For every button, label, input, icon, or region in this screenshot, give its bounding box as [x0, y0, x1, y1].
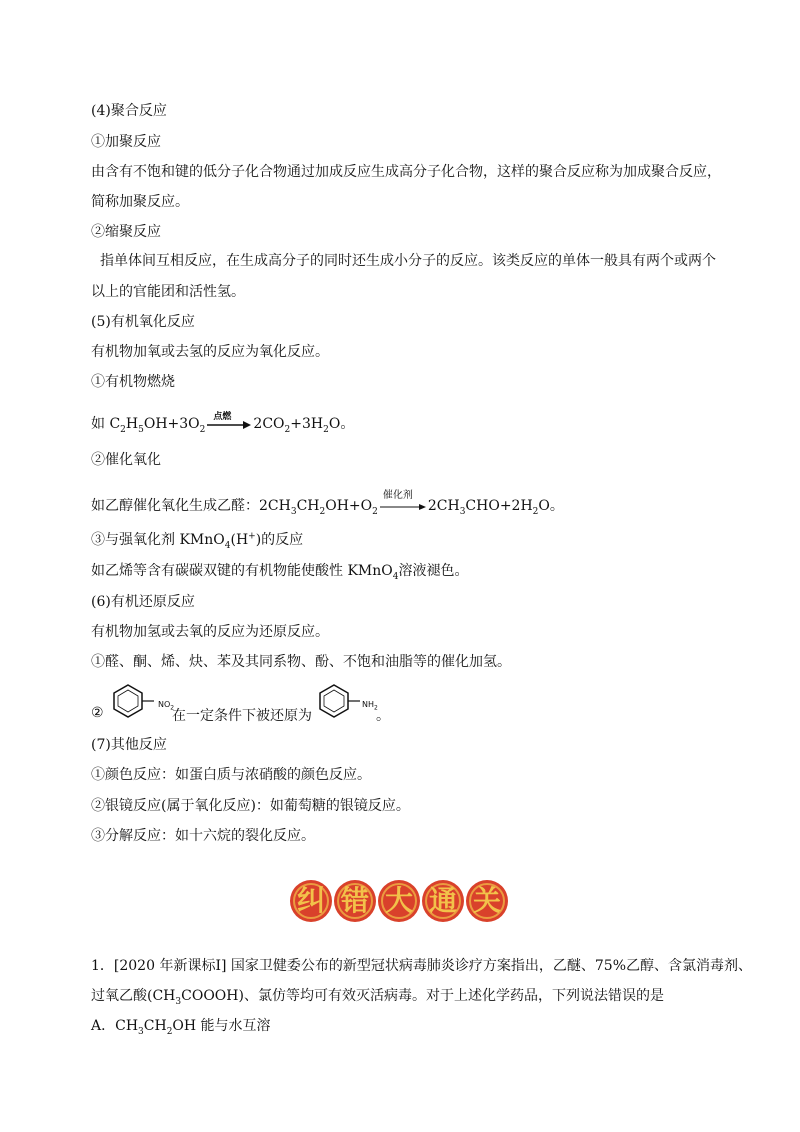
paragraph-end: 。: [376, 708, 390, 724]
banner-badge: 纠: [290, 880, 332, 922]
reaction-arrow: [380, 490, 426, 513]
aniline-structure: [316, 681, 364, 721]
paragraph-line: 在一定条件下被还原为: [172, 708, 312, 724]
paragraph-line: 有机物加氢或去氧的反应为还原反应。: [91, 624, 329, 640]
reaction-arrow: [207, 412, 251, 431]
list-item: ①醛、酮、烯、炔、苯及其同系物、酚、不饱和油脂等的催化加氢。: [91, 654, 511, 670]
reaction-condition: 点燃: [213, 412, 232, 422]
question-stem: 1．[2020 年新课标Ⅰ] 国家卫健委公布的新型冠状病毒肺炎诊疗方案指出，乙醚、75%乙醇、含氯消毒剂、: [91, 958, 753, 974]
banner-badge: 通: [422, 880, 464, 922]
section-heading: (7)其他反应: [91, 737, 167, 753]
catalytic-oxidation-equation: 如乙醇催化氧化生成乙醛：$2CH_3CH_2OH+O_2$ 催化剂 $2CH_3CHO+2H_2O$。: [91, 496, 564, 516]
error-correction-banner: [290, 880, 508, 922]
question-stem: 过氧乙酸$(CH_3COOOH)$、氯仿等均可有效灭活病毒。对于上述化学药品，下列说法错误的是: [91, 988, 664, 1007]
reaction-condition: 催化剂: [382, 490, 413, 501]
paragraph-line: 如乙烯等含有碳碳双键的有机物能使酸性 KMnO$_4$溶液褪色。: [91, 563, 469, 582]
subsection-title: ③与强氧化剂 KMnO$_4$(H+)的反应: [91, 531, 304, 551]
banner-badge: 错: [334, 880, 376, 922]
paragraph-line: 简称加聚反应。: [91, 194, 189, 210]
banner-badge: 关: [466, 880, 508, 922]
section-heading: (6)有机还原反应: [91, 594, 195, 610]
amino-group-label: $NH_2$: [362, 700, 378, 712]
section-heading: (5)有机氧化反应: [91, 314, 195, 330]
subsection-title: ①有机物燃烧: [91, 374, 175, 390]
paragraph-line: 有机物加氧或去氢的反应为氧化反应。: [91, 344, 329, 360]
combustion-equation: 如 $C_2H_5OH+3O_2$ 点燃 $2CO_2+3H_2O$。: [91, 414, 354, 434]
paragraph-line: 由含有不饱和键的低分子化合物通过加成反应生成高分子化合物，这样的聚合反应称为加成聚合反应，: [91, 164, 721, 180]
nitrobenzene-structure: [110, 681, 158, 721]
nitro-group-label: $NO_2$: [158, 700, 175, 712]
list-item: ②银镜反应(属于氧化反应)：如葡萄糖的银镜反应。: [91, 798, 410, 814]
list-item: ③分解反应：如十六烷的裂化反应。: [91, 828, 315, 844]
subsection-title: ②缩聚反应: [91, 224, 161, 240]
subsection-title: ①加聚反应: [91, 134, 161, 150]
banner-badge: 大: [378, 880, 420, 922]
subsection-title: ②催化氧化: [91, 452, 161, 468]
paragraph-line: 指单体间互相反应，在生成高分子的同时还生成小分子的反应。该类反应的单体一般具有两个或两个: [100, 253, 716, 269]
answer-option-a: A．$CH_3CH_2OH$ 能与水互溶: [91, 1018, 271, 1037]
list-item-number: ②: [91, 705, 104, 721]
list-item: ①颜色反应：如蛋白质与浓硝酸的颜色反应。: [91, 767, 371, 783]
section-heading: (4)聚合反应: [91, 103, 167, 119]
paragraph-line: 以上的官能团和活性氢。: [91, 284, 245, 300]
